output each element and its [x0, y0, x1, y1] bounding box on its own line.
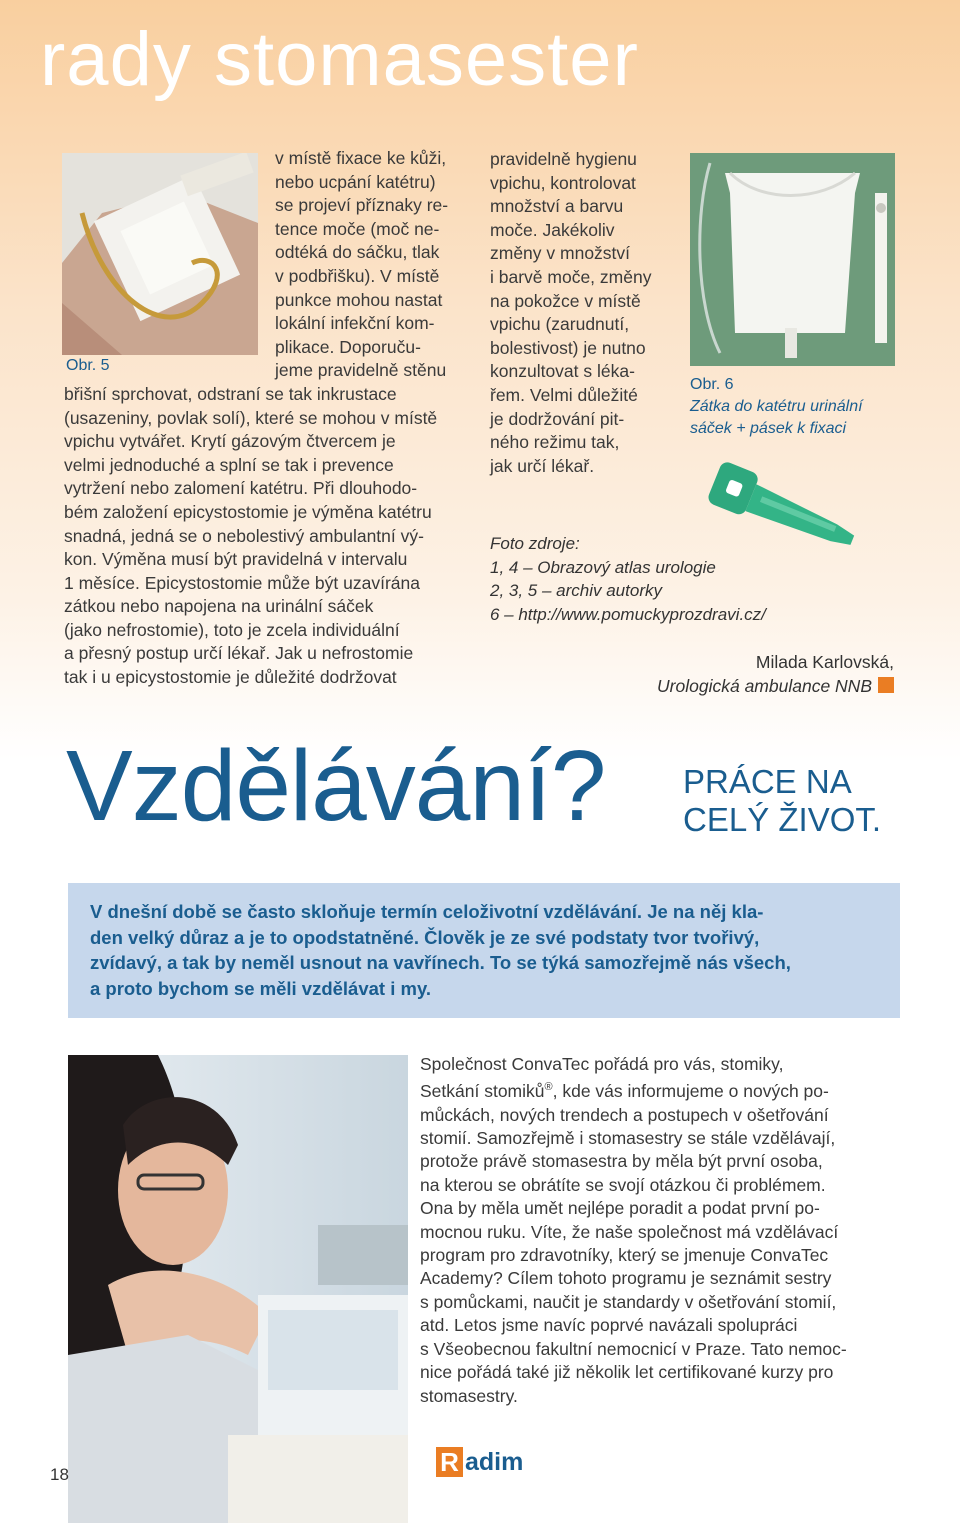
- logo-text: adim: [465, 1447, 524, 1476]
- page-number: 18: [50, 1465, 69, 1484]
- text-line: vpichu (zarudnutí,: [490, 314, 630, 335]
- text-line: lokální infekční kom-: [275, 313, 435, 334]
- text-line: bém založení epicystostomie je výměna katétru: [64, 501, 432, 522]
- text-line: ného režimu tak,: [490, 432, 620, 453]
- text-line: břišní sprchovat, odstraní se tak inkrustace: [64, 383, 397, 404]
- text-line: a přesný postup určí lékař. Jak u nefrostomie: [64, 643, 414, 664]
- sources-heading: Foto zdroje:: [490, 534, 580, 553]
- text-line: s Všeobecnou fakultní nemocnicí v Praze. Tato nemoc-: [420, 1338, 847, 1359]
- text-line: vytržení nebo zalomení katétru. Při dlouhodo-: [64, 478, 418, 499]
- intro-text: [90, 899, 890, 1001]
- photo-sources: [490, 532, 766, 626]
- text-line: Společnost ConvaTec pořádá pro vás, stomiky,: [420, 1054, 784, 1074]
- text-line: moče. Jakékoliv: [490, 219, 615, 240]
- text-line: (usazeniny, povlak solí), které se mohou v místě: [64, 407, 438, 428]
- text-line: atd. Letos jsme navíc poprvé navázali spolupráci: [420, 1315, 798, 1336]
- subtitle-line-1: PRÁCE NA: [683, 763, 852, 800]
- text-line: jak určí lékař.: [490, 455, 595, 476]
- text-line: velmi jednoduché a splní se tak i prevence: [64, 454, 394, 475]
- intro-line: a proto bychom se měli vzdělávat i my.: [90, 977, 431, 999]
- column-2-text: [490, 148, 651, 478]
- radim-logo: [436, 1447, 523, 1477]
- registered-mark: ®: [544, 1081, 553, 1094]
- text-line: bolestivost) je nutno: [490, 337, 646, 358]
- text-line: mocnou ruku. Víte, že naše společnost má vzdělávací: [420, 1221, 839, 1242]
- text-line: punkce mohou nastat: [275, 289, 443, 310]
- figure-6-caption-line-1: Zátka do katétru urinální: [690, 398, 863, 415]
- urinary-bag-image: [690, 153, 895, 366]
- text-line: se projeví příznaky re-: [275, 195, 449, 216]
- photo-woman-studying: [68, 1055, 408, 1523]
- text-line: vpichu, kontrolovat: [490, 172, 636, 193]
- figure-label-6: Obr. 6: [690, 376, 734, 393]
- logo-letter: R: [436, 1447, 463, 1477]
- source-line: 2, 3, 5 – archiv autorky: [490, 581, 662, 600]
- text-line: v podbřišku). V místě: [275, 265, 440, 286]
- text-line: zátkou nebo napojena na urinální sáček: [64, 596, 374, 617]
- figure-label-5: Obr. 5: [66, 357, 110, 374]
- woman-studying-image: [68, 1055, 408, 1523]
- text-line: pravidelně hygienu: [490, 149, 637, 169]
- text-fragment: , kde vás informujeme o nových po-: [552, 1081, 829, 1102]
- text-line: na pokožce v místě: [490, 290, 641, 311]
- page-title: rady stomasester: [40, 17, 639, 102]
- text-line: stomií. Samozřejmě i stomasestry se stále vzdělávají,: [420, 1128, 836, 1149]
- text-line: Ona by měla umět nejlépe poradit a podat první po-: [420, 1198, 820, 1219]
- education-title: Vzdělávání?: [66, 730, 606, 842]
- text-line: můckách, nových trendech a postupech v ošetřování: [420, 1104, 829, 1125]
- intro-line: V dnešní době se často skloňuje termín celoživotní vzdělávání. Je na něj kla-: [90, 901, 764, 922]
- text-line: Academy? Cílem tohoto programu je seznámit sestry: [420, 1268, 832, 1289]
- source-line[interactable]: 6 – http://www.pomuckyprozdravi.cz/: [490, 604, 766, 624]
- text-line: 1 měsíce. Epicystostomie může být uzavírána: [64, 572, 420, 593]
- text-line: odtéká do sáčku, tlak: [275, 242, 440, 263]
- intro-line: zvídavý, a tak by neměl usnout na vavřínech. To se týká samozřejmě nás všech,: [90, 952, 791, 973]
- text-line: program pro zdravotníky, který se jmenuje ConvaTec: [420, 1245, 829, 1266]
- text-line: je dodržování pit-: [490, 408, 625, 429]
- text-line: nebo ucpání katétru): [275, 171, 436, 192]
- text-line: [420, 1076, 900, 1103]
- text-line: na kterou se obrátíte se svojí otázkou či problémem.: [420, 1174, 826, 1195]
- text-line: konzultovat s léka-: [490, 361, 635, 382]
- education-subtitle: [683, 763, 881, 839]
- text-line: stomasestry.: [420, 1385, 518, 1406]
- subtitle-line-2: CELÝ ŽIVOT.: [683, 801, 882, 838]
- text-line: snadná, jedná se o nebolestivý ambulantní vý-: [64, 525, 424, 546]
- figure-6-caption-line-2: sáček + pásek k fixaci: [690, 420, 847, 437]
- convatec-text: [420, 1053, 900, 1408]
- text-line: řem. Velmi důležité: [490, 384, 638, 405]
- intro-line: den velký důraz a je to opodstatněné. Člověk je ze své podstaty tvor tvořivý,: [90, 926, 760, 948]
- text-fragment: Setkání stomiků: [420, 1081, 545, 1102]
- end-square-icon: [878, 677, 894, 693]
- photo-urinary-bag: [690, 153, 895, 366]
- text-line: plikace. Doporuču-: [275, 336, 421, 357]
- text-line: nice pořádá také již několik let certifikované kurzy pro: [420, 1362, 834, 1383]
- text-line: kon. Výměna musí být pravidelná v intervalu: [64, 549, 408, 570]
- text-line: (jako nefrostomie), toto je zcela individuální: [64, 619, 400, 640]
- text-line: protože právě stomasestra by měla být první osoba,: [420, 1151, 823, 1172]
- text-line: jeme pravidelně stěnu: [275, 360, 447, 381]
- source-line: 1, 4 – Obrazový atlas urologie: [490, 557, 716, 577]
- author-block: [657, 650, 894, 698]
- author-affiliation-row: [657, 674, 894, 698]
- text-line: v místě fixace ke kůži,: [275, 148, 447, 168]
- author-name: Milada Karlovská,: [755, 652, 894, 672]
- text-line: vpichu vytvářet. Krytí gázovým čtvercem je: [64, 431, 396, 452]
- text-line: množství a barvu: [490, 196, 624, 217]
- text-line: i barvě moče, změny: [490, 266, 652, 287]
- text-line: tak i u epicystostomie je důležité dodržovat: [64, 667, 397, 688]
- column-1-text: [0, 147, 470, 690]
- author-affiliation: Urologická ambulance NNB: [657, 676, 872, 696]
- text-line: tence moče (moč ne-: [275, 218, 440, 239]
- text-line: změny v množství: [490, 243, 631, 264]
- text-line: s pomůckami, naučit je standardy v ošetřování stomií,: [420, 1291, 837, 1312]
